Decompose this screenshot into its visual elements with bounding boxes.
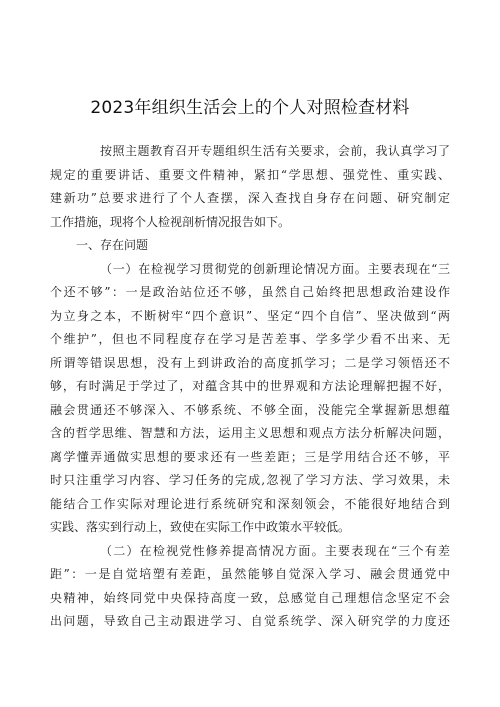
paragraph-line: 为立身之本，不断树牢“四个意识”、坚定“四个自信”、坚决做到“两 — [50, 308, 450, 323]
paragraph-line: 央精神，始终同党中央保持高度一致，总感觉自己理想信念坚定不会 — [50, 590, 450, 605]
paragraph-line: 工作措施，现将个人检视剖析情况报告如下。 — [50, 214, 291, 229]
paragraph-line: 按照主题教育召开专题组织生活有关要求，会前，我认真学习了 — [100, 144, 450, 158]
paragraph-line: 建新功”总要求进行了个人查摆，深入查找自身存在问题、研究制定 — [50, 191, 450, 205]
paragraph-line: 含的哲学思维、智慧和方法，运用主义思想和观点方法分析解决问题， — [50, 426, 450, 440]
paragraph-line: （二）在检视党性修养提高情况方面。主要表现在“三个有差 — [100, 543, 450, 558]
paragraph-line: 个维护”，但也不同程度存在学习是苦差事、学多学少看不出来、无 — [50, 332, 450, 346]
paragraph-line: 个还不够”：一是政治站位还不够，虽然自己始终把思想政治建设作 — [50, 285, 450, 299]
paragraph-line: 所谓等错误思想，没有上到讲政治的高度抓学习；二是学习领悟还不 — [50, 355, 450, 370]
paragraph-line: 离学懂弄通做实思想的要求还有一些差距；三是学用结合还不够，平 — [50, 449, 450, 464]
paragraph-line: 时只注重学习内容、学习任务的完成,忽视了学习方法、学习效果，未 — [50, 473, 450, 487]
paragraph-line: （一）在检视学习贯彻党的创新理论情况方面。主要表现在“三 — [100, 261, 450, 276]
section-heading: 一、存在问题 — [76, 238, 149, 252]
document-body — [50, 140, 450, 634]
paragraph-line: 出问题，导致自己主动跟进学习、自觉系统学、深入研究学的力度还 — [50, 614, 450, 628]
paragraph-line: 融会贯通还不够深入、不够系统、不够全面，没能完全掌握新思想蕴 — [50, 402, 450, 417]
paragraph-line: 距”：一是自觉培塑有差距，虽然能够自觉深入学习、融会贯通党中 — [50, 567, 450, 581]
paragraph-line: 能结合工作实际对理论进行系统研究和深刻领会，不能很好地结合到 — [50, 496, 450, 511]
paragraph-line: 实践、落实到行动上，致使在实际工作中政策水平较低。 — [50, 520, 351, 534]
paragraph-line: 够，有时满足于学过了，对蕴含其中的世界观和方法论理解把握不好， — [50, 379, 450, 393]
paragraph-line: 规定的重要讲话、重要文件精神，紧扣“学思想、强党性、重实践、 — [50, 167, 450, 182]
document-title: 2023年组织生活会上的个人对照检查材料 — [90, 98, 410, 118]
